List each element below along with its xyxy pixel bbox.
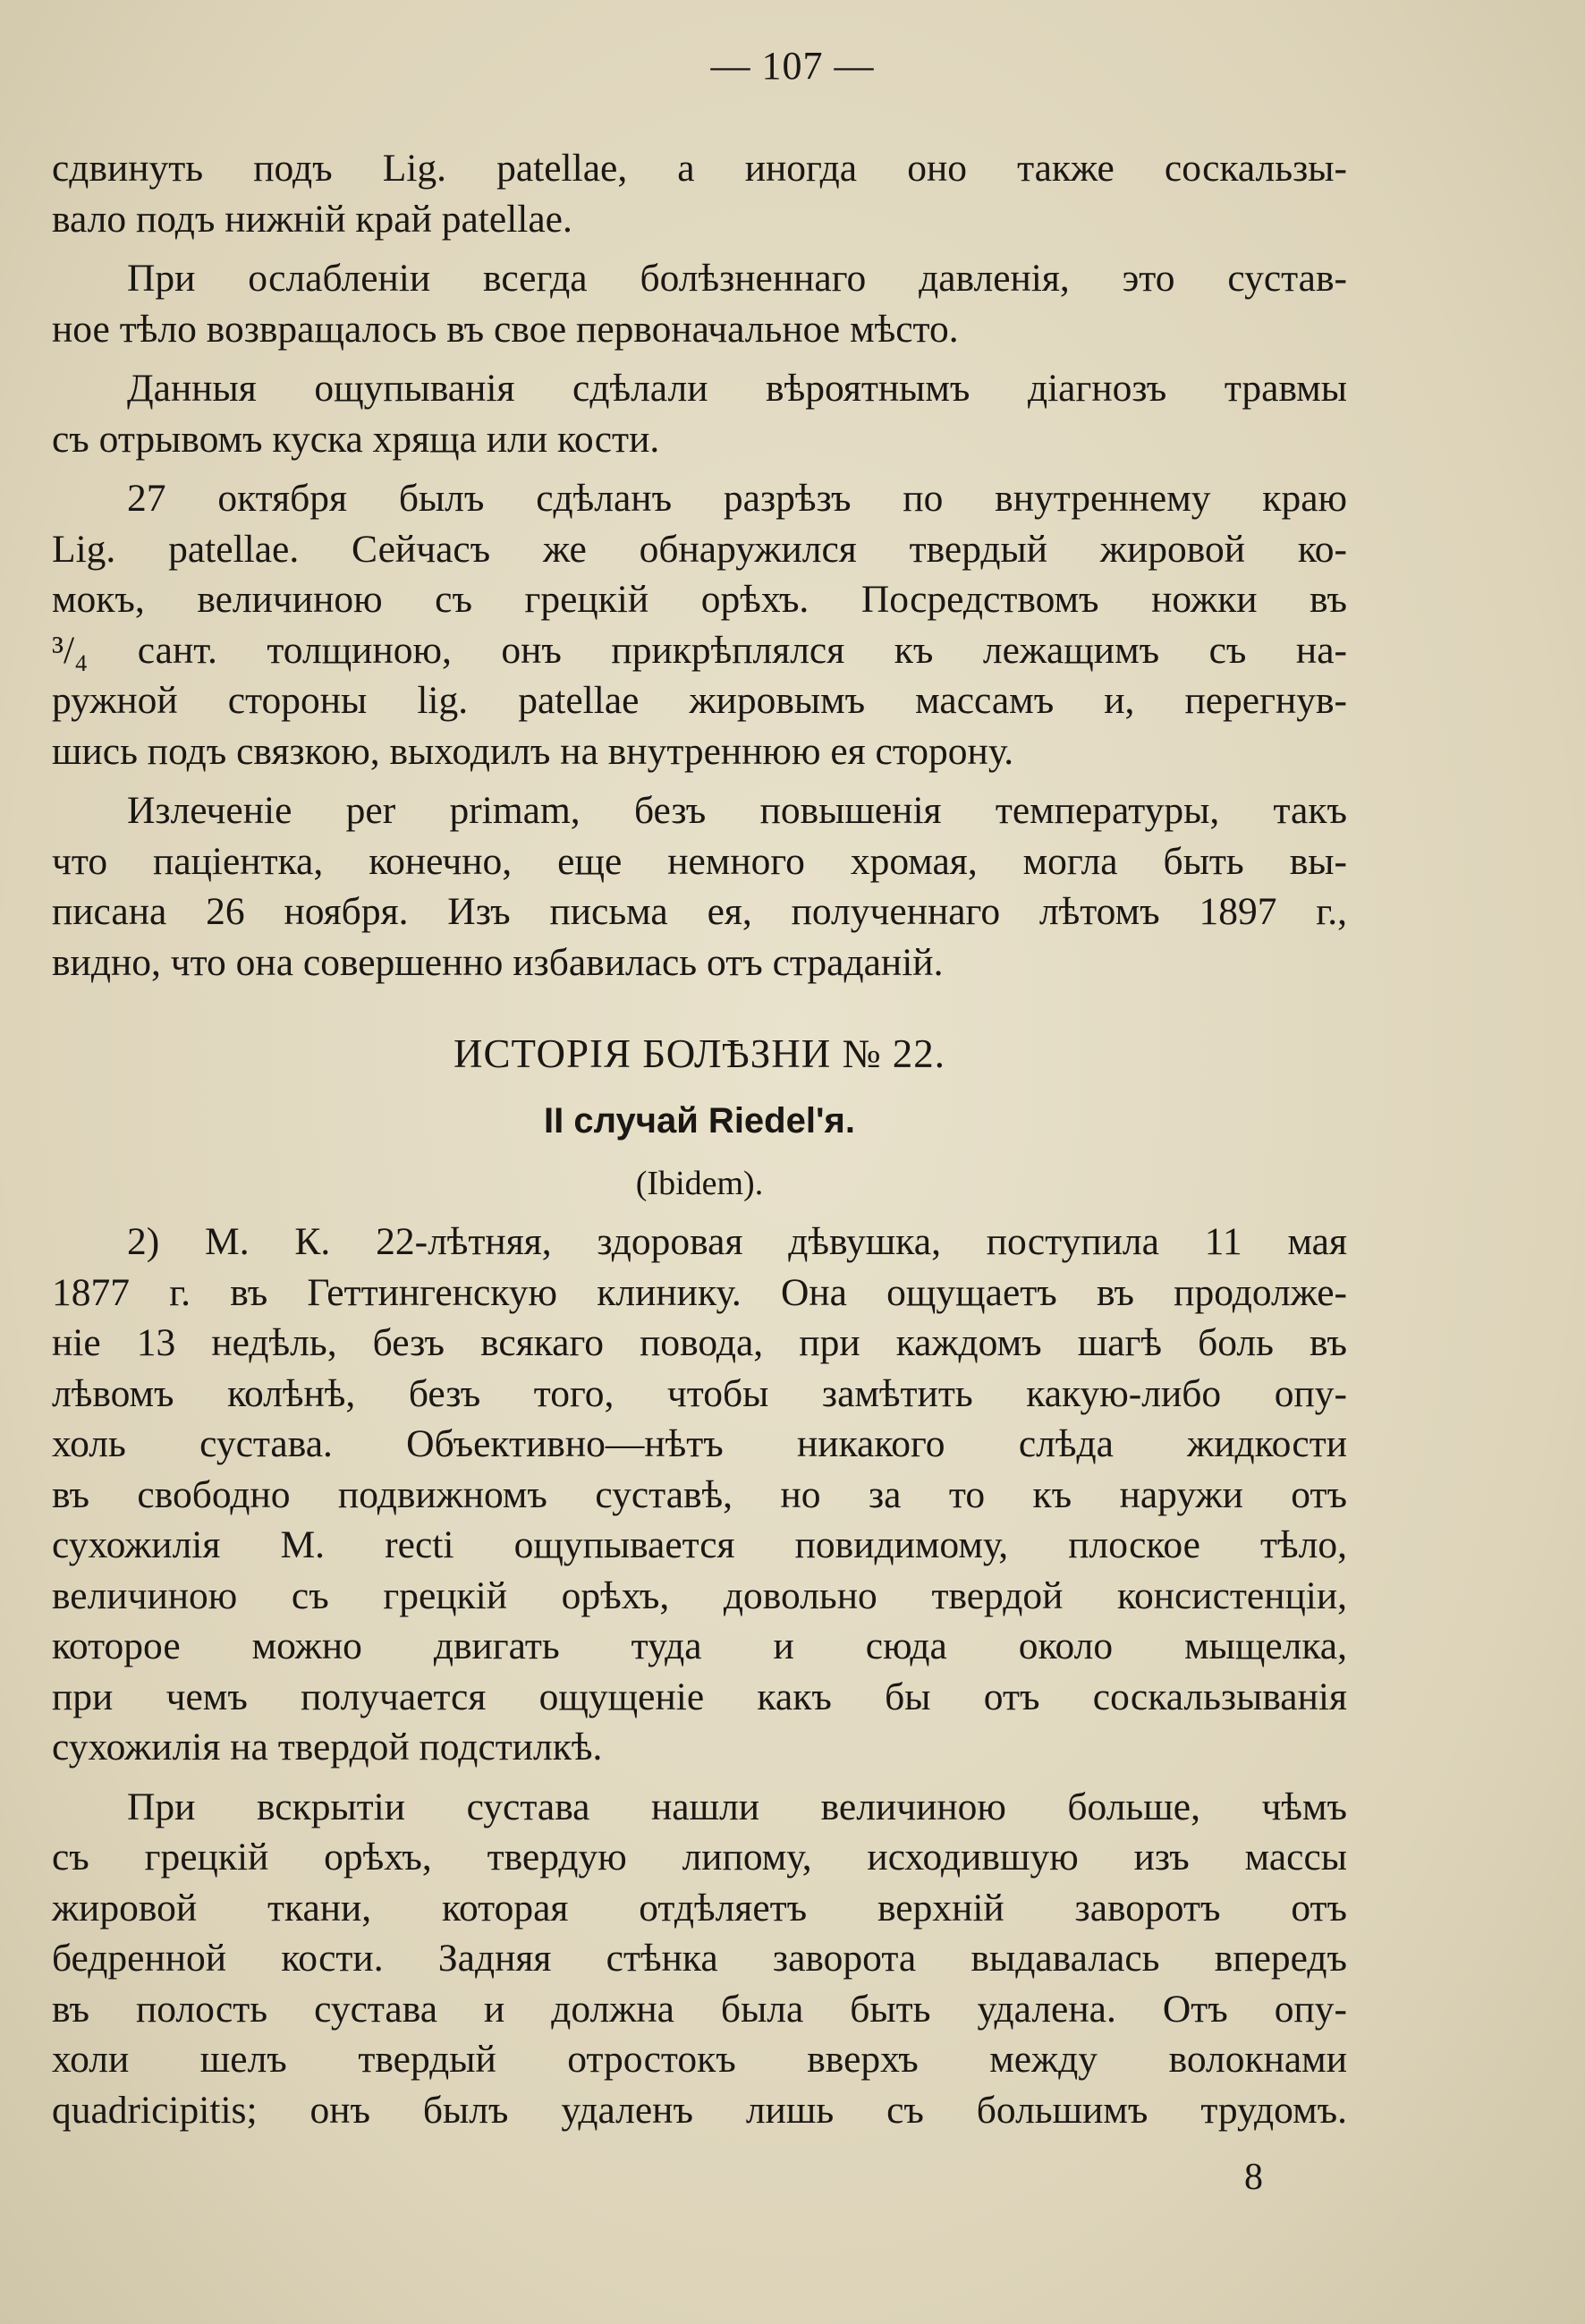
text-line: лѣвомъ колѣнѣ, безъ того, чтобы замѣтить какую-либо опу- [52, 1371, 1347, 1415]
text-line: при чемъ получается ощущеніе какъ бы отъ соскальзыванія [52, 1675, 1347, 1718]
text-line: съ грецкій орѣхъ, твердую липому, исходившую изъ массы [52, 1836, 1347, 1879]
case-source: (Ibidem). [635, 1165, 764, 1202]
text-line: величиною съ грецкій орѣхъ, довольно твердой консистенціи, [52, 1573, 1347, 1617]
text-line: Lig. patellae. Сейчасъ же обнаружился твердый жировой ко- [52, 527, 1347, 571]
text-line: При ослабленіи всегда болѣзненнаго давленія, это сустав- [127, 257, 1347, 300]
text-line: quadricipitis; онъ былъ удаленъ лишь съ большимъ трудомъ. [52, 2088, 1347, 2132]
text-line: Излеченіе per primam, безъ повышенія температуры, такъ [127, 789, 1347, 832]
text-line: въ свободно подвижномъ суставѣ, но за то къ наружи отъ [52, 1472, 1347, 1516]
case-subheading: II случай Riedel'я. [544, 1101, 855, 1141]
text-line: которое можно двигать туда и сюда около мыщелка, [52, 1624, 1347, 1667]
text-line: сухожилія на твердой подстилкѣ. [52, 1726, 603, 1768]
text-line: шись подъ связкою, выходилъ на внутреннюю ея сторону. [52, 729, 1014, 773]
text-line: видно, что она совершенно избавилась отъ страданій. [52, 940, 944, 984]
text-line: въ полость сустава и должна была быть удалена. Отъ опу- [52, 1987, 1347, 2031]
text-line: сухожилія M. recti ощупывается повидимому, плоское тѣло, [52, 1523, 1347, 1566]
body-text [52, 143, 1347, 2135]
paragraph [52, 785, 1347, 988]
text-line: бедренной кости. Задняя стѣнка заворота выдавалась впередъ [52, 1937, 1347, 1980]
text-line: При вскрытіи сустава нашли величиною больше, чѣмъ [127, 1785, 1347, 1828]
text-line: сдвинуть подъ Lig. patellae, а иногда оно также соскальзы- [52, 147, 1347, 190]
text-line: съ отрывомъ куска хряща или кости. [52, 417, 660, 461]
paragraph [52, 253, 1347, 354]
text-line: ніе 13 недѣль, безъ всякаго повода, при каждомъ шагѣ боль въ [52, 1321, 1347, 1364]
text-line: 27 октября былъ сдѣланъ разрѣзъ по внутреннему краю [127, 477, 1347, 520]
text-line: 2) М. К. 22-лѣтняя, здоровая дѣвушка, поступила 11 мая [127, 1220, 1347, 1263]
text-line: Данныя ощупыванія сдѣлали вѣроятнымъ діагнозъ травмы [127, 367, 1347, 410]
text-line: ³/₄ сант. толщиною, онъ прикрѣплялся къ лежащимъ съ на- [52, 628, 1347, 672]
text-line: холи шелъ твердый отростокъ вверхъ между волокнами [52, 2038, 1347, 2081]
text-line: ружной стороны lig. patellae жировымъ массамъ и, перегнув- [52, 679, 1347, 722]
text-line: вало подъ нижній край patellae. [52, 197, 572, 241]
paragraph [52, 1782, 1347, 2136]
text-line: писана 26 ноября. Изъ письма ея, полученнаго лѣтомъ 1897 г., [52, 890, 1347, 933]
text-line: ное тѣло возвращалось въ свое первоначальное мѣсто. [52, 307, 959, 351]
text-line: холь сустава. Объективно—нѣтъ никакого слѣда жидкости [52, 1422, 1347, 1465]
text-line: мокъ, величиною съ грецкій орѣхъ. Посредствомъ ножки въ [52, 578, 1347, 621]
text-line: что паціентка, конечно, еще немного хромая, могла быть вы- [52, 839, 1347, 883]
text-line: 1877 г. въ Геттингенскую клинику. Она ощущаетъ въ продолже- [52, 1270, 1347, 1314]
case-heading: ИСТОРІЯ БОЛѢЗНИ № 22. [453, 1031, 945, 1076]
paragraph [52, 143, 1347, 244]
text-line: жировой ткани, которая отдѣляетъ верхній заворотъ отъ [52, 1886, 1347, 1930]
paragraph [52, 473, 1347, 776]
signature-mark: 8 [1244, 2157, 1263, 2198]
paragraph [52, 363, 1347, 464]
page-number: — 107 — [710, 44, 875, 88]
paragraph [52, 1217, 1347, 1773]
